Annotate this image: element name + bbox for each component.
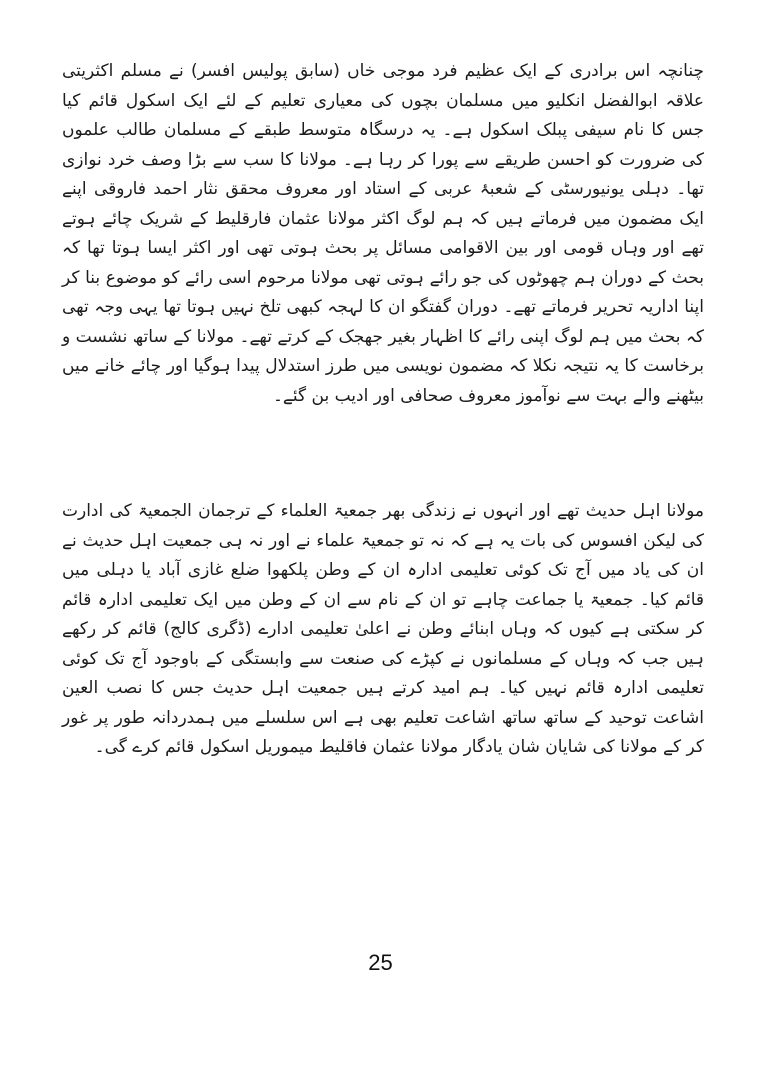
paragraph-2: مولانا اہل حدیث تھے اور انہوں نے زندگی بھر جمعیۃ العلماء کے ترجمان الجمعیۃ کی ادارت کی لیکن افسوس کی بات یہ ہے کہ نہ تو جمعیۃ علماء نے اور نہ ہی جمعیت اہل حدیث نے ان کی یاد میں آج تک کوئی تعلیمی ادارہ ان کے وطن پلکھوا ضلع غازی آباد یا دہلی میں قائم کیا۔ جمعیۃ یا جماعت چاہے تو ان کے نام سے ان کے وطن میں ایک تعلیمی ادارہ قائم کر سکتی ہے کیوں کہ وہاں ابنائے وطن نے اعلیٰ تعلیمی ادارے (ڈگری کالج) قائم کر رکھے ہیں جب کہ وہاں کے مسلمانوں نے کپڑے کی صنعت سے وابستگی کے باوجود آج تک کوئی تعلیمی ادارہ قائم نہیں کیا۔ ہم امید کرتے ہیں جمعیت اہل حدیث جس کا نصب العین اشاعت توحید کے ساتھ ساتھ اشاعت تعلیم بھی ہے اس سلسلے میں ہمدردانہ طور پر غور کر کے مولانا کی شایان شان یادگار مولانا عثمان فاقلیط میموریل اسکول قائم کرے گی۔ <box>62 501 704 757</box>
paragraph-1: چنانچہ اس برادری کے ایک عظیم فرد موجی خاں (سابق پولیس افسر) نے مسلم اکثریتی علاقہ ابوالفضل انکلیو میں مسلمان بچوں کی معیاری تعلیم کے لئے ایک اسکول قائم کیا جس کا نام سیفی پبلک اسکول ہے۔ یہ درسگاہ متوسط طبقے کے مسلمان طالب علموں کی ضرورت کو احسن طریقے سے پورا کر رہا ہے۔ مولانا کا سب سے بڑا وصف خرد نوازی تھا۔ دہلی یونیورسٹی کے شعبۂ عربی کے استاد اور معروف محقق نثار احمد فاروقی اپنے ایک مضمون میں فرماتے ہیں کہ ہم لوگ اکثر مولانا عثمان فارقلیط کے شریک چائے ہوتے تھے اور وہاں قومی اور بین الاقوامی مسائل پر بحث ہوتی تھی اور اکثر ایسا ہوتا تھا کہ بحث کے دوران ہم چھوٹوں کی جو رائے ہوتی تھی مولانا مرحوم اسی رائے کو موضوع بنا کر اپنا اداریہ تحریر فرماتے تھے۔ دوران گفتگو ان کا لہجہ کبھی تلخ نہیں ہوتا تھا یہی وجہ تھی کہ بحث میں ہم لوگ اپنی رائے کا اظہار بغیر جھجک کے کرتے تھے۔ مولانا کے ساتھ نشست و برخاست کا یہ نتیجہ نکلا کہ مضمون نویسی میں طرز استدلال پیدا ہوگیا اور چائے خانے میں بیٹھنے والے بہت سے نوآموز معروف صحافی اور ادیب بن گئے۔ <box>62 61 704 406</box>
page-number: 25 <box>368 950 393 975</box>
